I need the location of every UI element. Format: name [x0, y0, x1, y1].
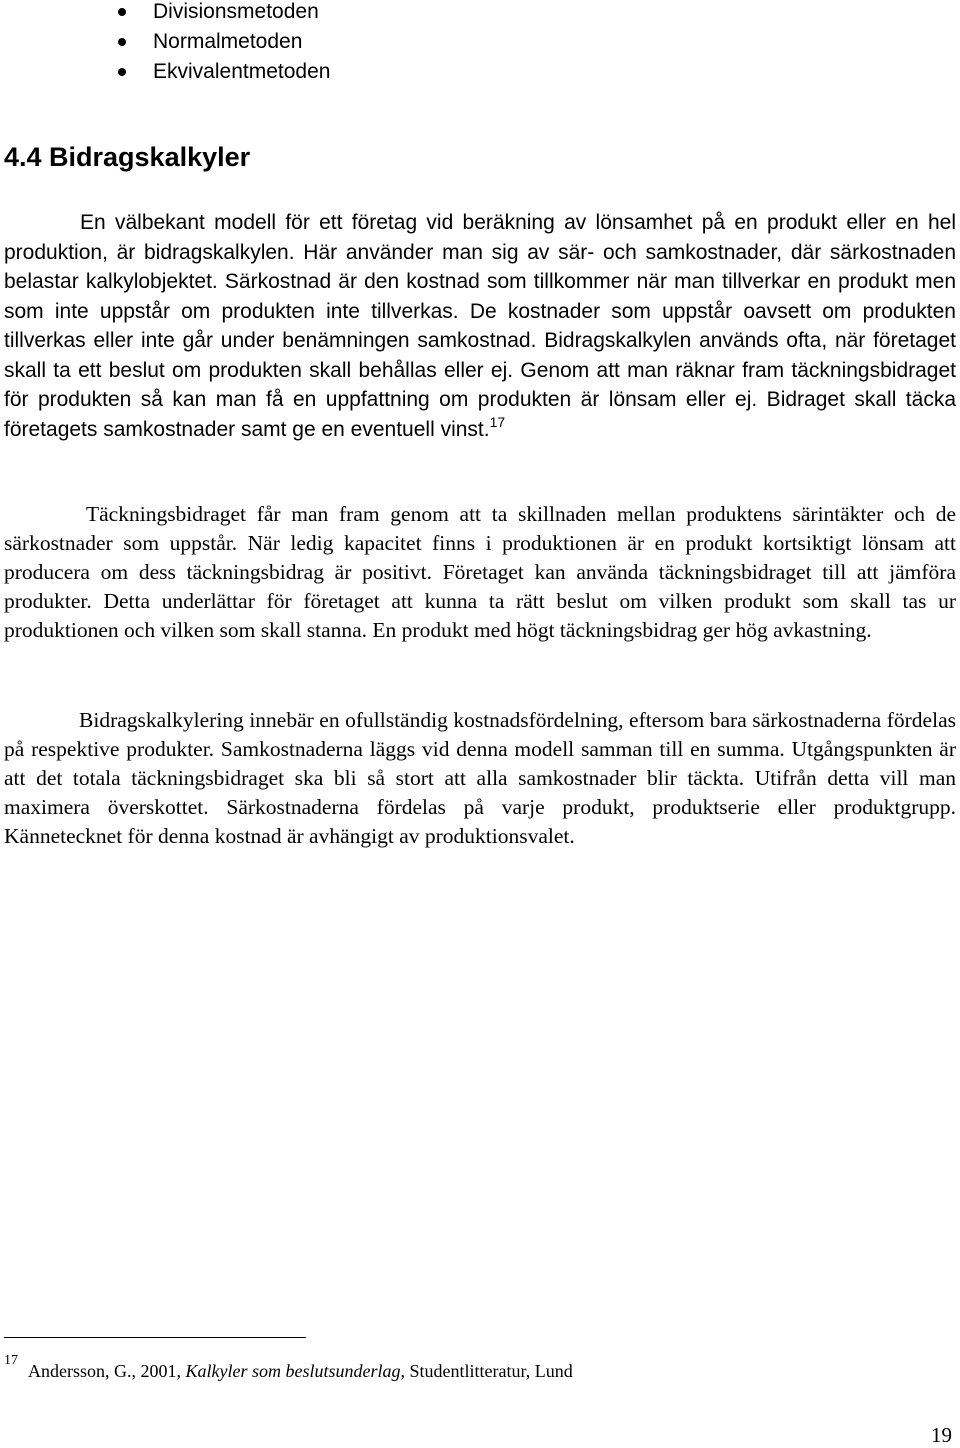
footnote-number: 17 [4, 1353, 18, 1368]
page-number: 19 [931, 1423, 952, 1447]
bullet-icon [118, 8, 126, 16]
footnote-divider [4, 1337, 306, 1338]
list-item-text: Divisionsmetoden [153, 0, 319, 23]
footnote-text [28, 1360, 573, 1382]
list-item [0, 28, 330, 58]
paragraph-bidragskalkylen [4, 208, 956, 444]
method-list [0, 0, 330, 88]
footnote-reference[interactable]: 17 [489, 413, 506, 430]
bullet-icon [118, 38, 126, 46]
list-item [0, 0, 330, 28]
footnote-publisher: , Studentlitteratur, Lund [400, 1361, 573, 1381]
footnote-title: Kalkyler som beslutsunderlag [185, 1361, 401, 1381]
list-item [0, 58, 330, 88]
list-item-text: Normalmetoden [153, 30, 303, 53]
footnote-author: Andersson, G., 2001, [28, 1361, 186, 1381]
list-item-text: Ekvivalentmetoden [153, 60, 331, 83]
bullet-icon [118, 68, 126, 76]
paragraph-text: En välbekant modell för ett företag vid beräkning av lönsamhet på en produkt eller en hel produktion, är bidragskalkylen. Här använder man sig av sär- och samkostnader, där särkostnaden belastar kalkylobjektet. Särkostnad är den kostnad som tillkommer när man tillverkar en produkt men som inte uppstår om produkten inte tillverkas. De kostnader som uppstår oavsett om produkten tillverkas eller inte går under benämningen samkostnad. Bidragskalkylen används ofta, när företaget skall ta ett beslut om produkten skall behållas eller ej. Genom att man räknar fram täckningsbidraget för produkten så kan man få en uppfattning om produkten är lönsam eller ej. Bidraget skall täcka företagets samkostnader samt ge en eventuell vinst. [4, 211, 956, 441]
section-heading: 4.4 Bidragskalkyler [4, 142, 251, 172]
paragraph-bidragskalkylering: Bidragskalkylering innebär en ofullständig kostnadsfördelning, eftersom bara särkostnaderna fördelas på respektive produkter. Samkostnaderna läggs vid denna modell samman till en summa. Utgångspunkten är att det totala täckningsbidraget ska bli så stort att alla samkostnader blir täckta. Utifrån detta vill man maximera överskottet. Särkostnaderna fördelas på varje produkt, produktserie eller produktgrupp. Kännetecknet för denna kostnad är avhängigt av produktionsvalet. [4, 708, 956, 848]
paragraph-tackningsbidrag: Täckningsbidraget får man fram genom att ta skillnaden mellan produktens särintäkter och de särkostnader som uppstår. När ledig kapacitet finns i produktionen är en produkt kortsiktigt lönsam att producera om dess täckningsbidrag är positivt. Företaget kan använda täckningsbidraget till att jämföra produkter. Detta underlättar för företaget att kunna ta rätt beslut om vilken produkt som skall tas ur produktionen och vilken som skall stanna. En produkt med högt täckningsbidrag ger hög avkastning. [4, 502, 956, 642]
